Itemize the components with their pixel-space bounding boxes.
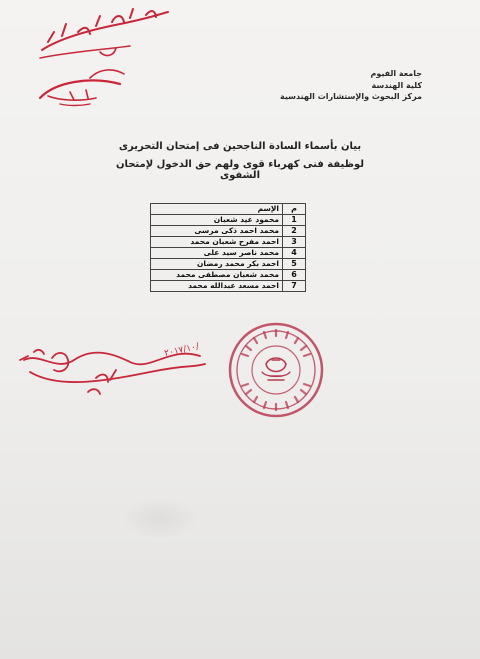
document-title-line2: لوظيفة فنى كهرباء قوى ولهم حق الدخول لإمتحان الشفوى — [115, 159, 365, 181]
row-number: 4 — [283, 248, 306, 259]
row-number: 7 — [283, 281, 306, 292]
document-title-line1: بيان بأسماء السادة الناجحين فى إمتحان التحريرى — [118, 141, 362, 152]
row-name: محمد احمد ذكى مرسى — [151, 226, 283, 237]
row-number: 3 — [283, 237, 306, 248]
row-name: محمد شعبان مصطفى محمد — [151, 270, 283, 281]
row-name: احمد بكر محمد رمضان — [151, 259, 283, 270]
row-name: احمد مسعد عبدالله محمد — [151, 281, 283, 292]
row-number: 5 — [283, 259, 306, 270]
row-number: 2 — [283, 226, 306, 237]
column-header-number: م — [283, 204, 306, 215]
signature-date: ٢٠١٧/١٠/ — [163, 341, 200, 359]
official-stamp — [226, 320, 326, 420]
row-number: 1 — [283, 215, 306, 226]
column-header-name: الإسم — [151, 204, 283, 215]
row-name: محمود عيد شعبان — [151, 215, 283, 226]
header-faculty: كلية الهندسة — [371, 80, 422, 90]
header-center: مركز البحوث والإستشارات الهندسية — [280, 92, 422, 101]
row-number: 6 — [283, 270, 306, 281]
paper-smudge — [120, 498, 200, 538]
row-name: احمد مفرح شعبان محمد — [151, 237, 283, 248]
header-university: جامعة الفيوم — [370, 69, 422, 78]
row-name: محمد ناصر سيد على — [151, 248, 283, 259]
